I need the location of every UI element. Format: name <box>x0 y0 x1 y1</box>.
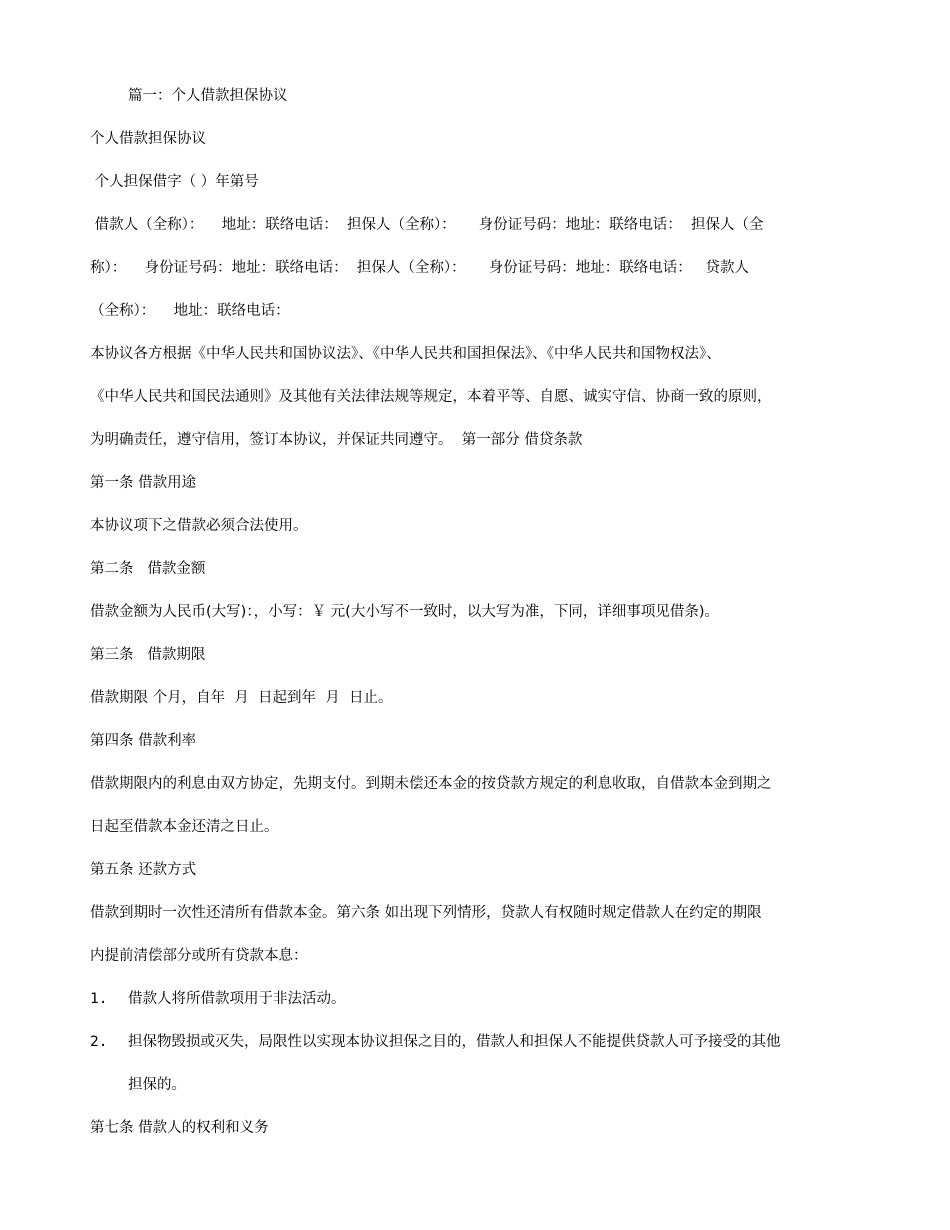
list-item-2-text-line-2: 担保的。 <box>128 1077 186 1093</box>
article-4-body-line-2: 日起至借款本金还清之日止。 <box>90 819 279 835</box>
article-7-title: 第七条 借款人的权利和义务 <box>90 1120 269 1136</box>
preamble-line-2: 《中华人民共和国民法通则》及其他有关法律法规等规定，本着平等、自愿、诚实守信、协商一致的原则， <box>90 389 772 405</box>
parties-line-2: 称）： 身份证号码：地址：联络电话： 担保人（全称）： 身份证号码：地址：联络电话： 贷款人 <box>90 260 750 276</box>
parties-line-3: （全称）： 地址：联络电话： <box>90 303 290 319</box>
article-2-title: 第二条 借款金额 <box>90 561 206 577</box>
preamble-line-1: 本协议各方根据《中华人民共和国协议法》、《中华人民共和国担保法》、《中华人民共和国物权法》、 <box>90 346 721 362</box>
article-2-body: 借款金额为人民币(大写)：，小写：￥ 元(大小写不一致时，以大写为准，下同，详细事项见借条)。 <box>90 604 719 620</box>
article-1-body: 本协议项下之借款必须合法使用。 <box>90 518 308 534</box>
article-4-title: 第四条 借款利率 <box>90 733 197 749</box>
article-4-body-line-1: 借款期限内的利息由双方协定，先期支付。到期未偿还本金的按贷款方规定的利息收取，自借款本金到期之 <box>90 776 772 792</box>
article-3-body: 借款期限 个月，自年 月 日起到年 月 日止。 <box>90 690 393 706</box>
list-item-2-number: 2. <box>90 1034 108 1050</box>
article-3-title: 第三条 借款期限 <box>90 647 206 663</box>
list-item-1-number: 1. <box>90 991 108 1007</box>
parties-line-1: 借款人（全称）： 地址：联络电话： 担保人（全称）： 身份证号码：地址：联络电话： 担保人（全 <box>90 217 764 233</box>
article-5-body-line-2: 内提前清偿部分或所有贷款本息： <box>90 948 308 964</box>
preamble-line-3: 为明确责任，遵守信用，签订本协议，并保证共同遵守。 第一部分 借贷条款 <box>90 432 583 448</box>
document-title: 个人借款担保协议 <box>90 131 206 147</box>
list-item-1-text: 借款人将所借款项用于非法活动。 <box>128 991 346 1007</box>
article-5-body-line-1: 借款到期时一次性还清所有借款本金。第六条 如出现下列情形，贷款人有权随时规定借款人在约定的期限 <box>90 905 762 921</box>
document-heading: 篇一：个人借款担保协议 <box>128 88 288 104</box>
article-5-title: 第五条 还款方式 <box>90 862 197 878</box>
list-item-2-text-line-1: 担保物毁损或灭失，局限性以实现本协议担保之目的，借款人和担保人不能提供贷款人可予接受的其他 <box>128 1034 781 1050</box>
contract-number: 个人担保借字（ ）年第号 <box>90 174 259 190</box>
article-1-title: 第一条 借款用途 <box>90 475 197 491</box>
